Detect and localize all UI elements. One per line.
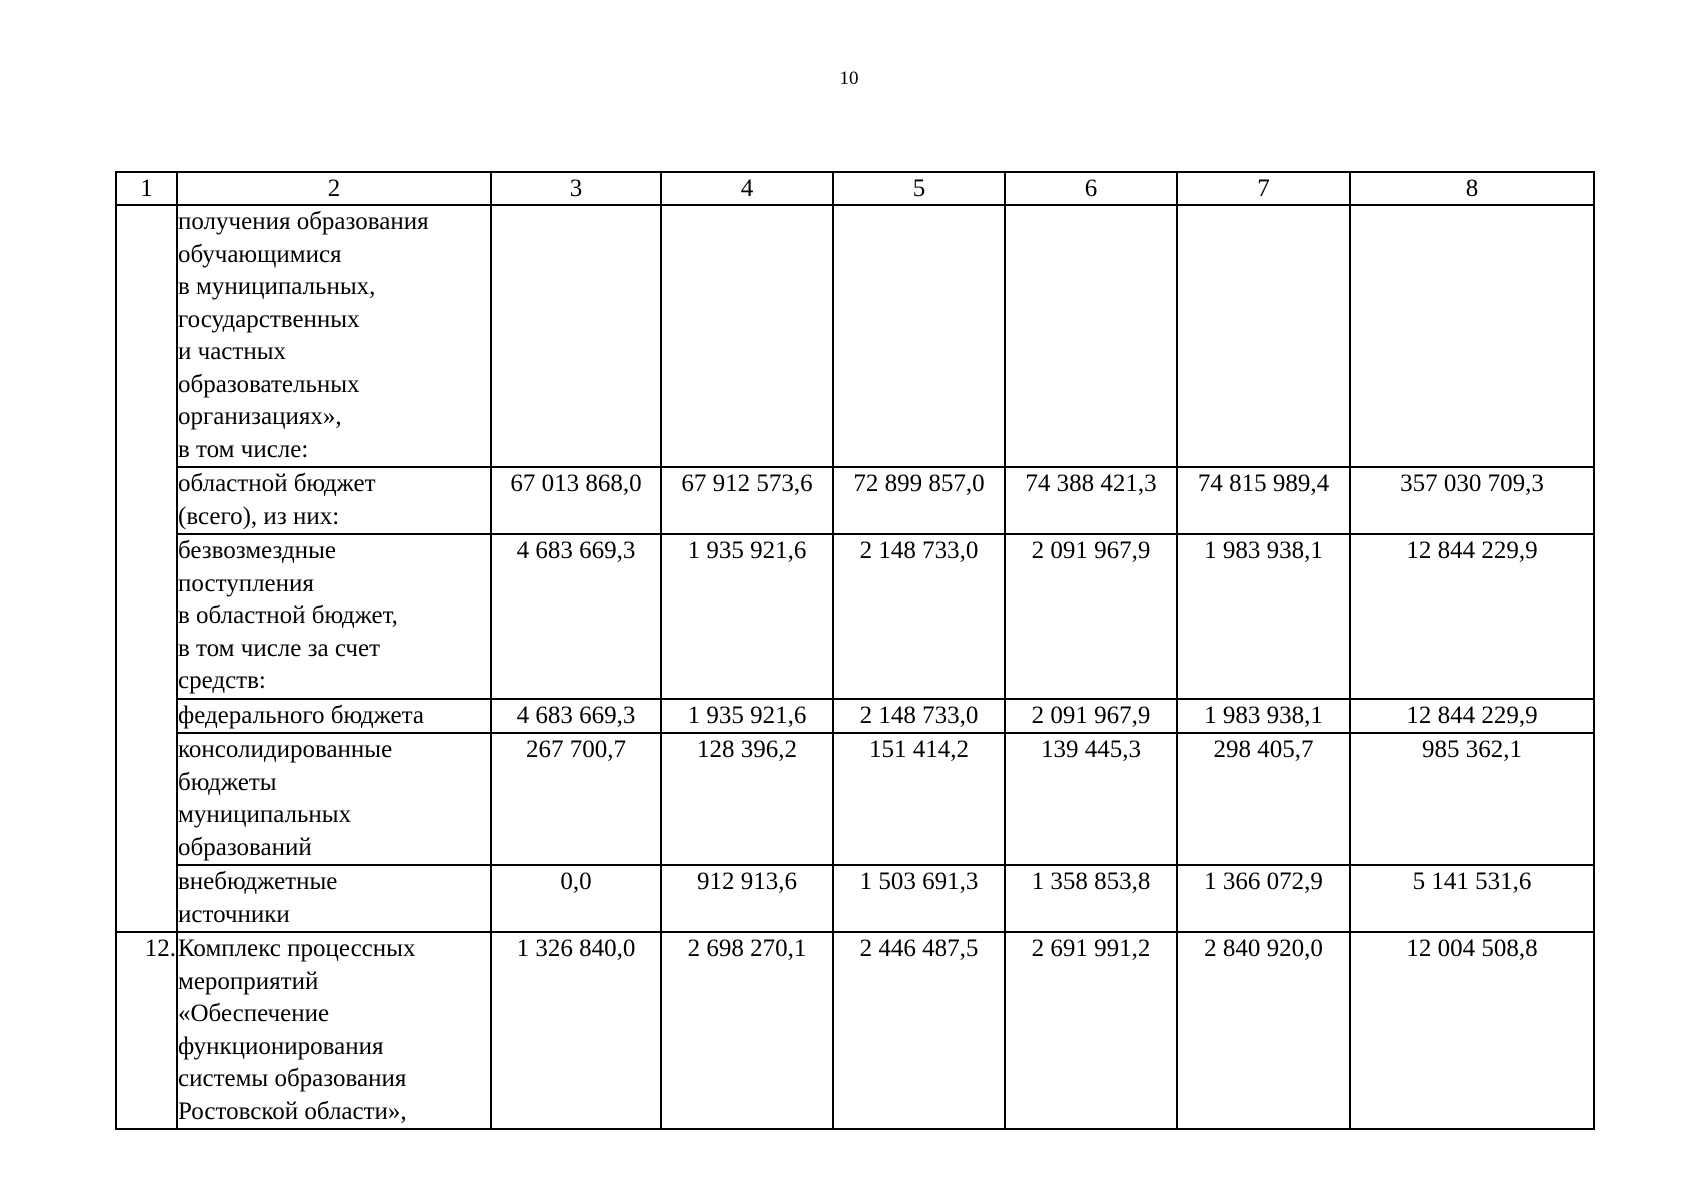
value-cell: 128 396,2 [661,733,833,865]
row-description [177,534,491,699]
value-cell: 4 683 669,3 [491,699,661,734]
value-cell: 1 358 853,8 [1005,865,1177,932]
table-row [116,865,1594,932]
row-description [177,699,491,734]
row-description [177,733,491,865]
description-line: внебюджетные [178,868,338,895]
description-line: бюджеты [178,768,277,796]
table-row [116,733,1594,865]
description-line: консолидированные [178,736,393,763]
value-cell: 5 141 531,6 [1350,865,1594,932]
value-cell: 4 683 669,3 [491,534,661,699]
column-number: 2 [177,172,491,205]
value-cell: 151 414,2 [833,733,1005,865]
value-cell: 2 091 967,9 [1005,699,1177,734]
column-number: 8 [1350,172,1594,205]
value-cell: 2 840 920,0 [1177,932,1350,1129]
value-cell: 74 388 421,3 [1005,467,1177,534]
value-cell: 1 326 840,0 [491,932,661,1129]
table-row [116,205,1594,467]
table-row [116,534,1594,699]
value-cell: 2 446 487,5 [833,932,1005,1129]
description-line: Ростовской области», [178,1097,407,1125]
value-cell: 1 935 921,6 [661,534,833,699]
value-cell: 72 899 857,0 [833,467,1005,534]
description-line: в том числе за счет [178,634,381,662]
description-line: получения образования [178,208,429,235]
description-line: безвозмездные [178,537,336,564]
value-cell [1177,205,1350,467]
value-cell: 985 362,1 [1350,733,1594,865]
value-cell: 12 004 508,8 [1350,932,1594,1129]
value-cell: 1 983 938,1 [1177,534,1350,699]
description-line: муниципальных [178,801,352,828]
description-line: источники [178,900,290,928]
value-cell [491,205,661,467]
description-line: образований [178,833,312,861]
value-cell [833,205,1005,467]
description-line: обучающимися [178,240,342,268]
value-cell [1350,205,1594,467]
description-line: в областной бюджет, [178,602,398,629]
description-line: и частных [178,338,286,365]
table-row [116,932,1594,1129]
column-number: 6 [1005,172,1177,205]
description-line: (всего), из них: [178,502,340,530]
value-cell: 267 700,7 [491,733,661,865]
value-cell: 139 445,3 [1005,733,1177,865]
row-description [177,205,491,467]
value-cell: 2 698 270,1 [661,932,833,1129]
value-cell: 357 030 709,3 [1350,467,1594,534]
description-line: системы образования [178,1065,407,1092]
description-line: «Обеспечение [178,1000,330,1027]
value-cell: 298 405,7 [1177,733,1350,865]
description-line: государственных [178,305,360,333]
column-number: 5 [833,172,1005,205]
column-number: 3 [491,172,661,205]
value-cell: 67 013 868,0 [491,467,661,534]
page-number: 10 [839,68,859,89]
value-cell: 74 815 989,4 [1177,467,1350,534]
column-number-row [116,172,1594,205]
value-cell [1005,205,1177,467]
description-line: мероприятий [178,967,319,995]
value-cell: 67 912 573,6 [661,467,833,534]
row-index-cell: 12. [116,932,177,1129]
value-cell: 0,0 [491,865,661,932]
value-cell: 912 913,6 [661,865,833,932]
value-cell [661,205,833,467]
description-line: областной бюджет [178,470,376,497]
value-cell: 12 844 229,9 [1350,699,1594,734]
row-index-cell [116,205,177,932]
column-number: 1 [116,172,177,205]
value-cell: 2 148 733,0 [833,534,1005,699]
value-cell: 12 844 229,9 [1350,534,1594,699]
description-line: организациях», [178,403,342,430]
value-cell: 2 091 967,9 [1005,534,1177,699]
column-number: 4 [661,172,833,205]
description-line: образовательных [178,370,360,398]
row-description [177,932,491,1129]
column-number: 7 [1177,172,1350,205]
description-line: функционирования [178,1032,384,1060]
table-row [116,467,1594,534]
table-row [116,699,1594,734]
description-line: федерального бюджета [178,701,424,729]
description-line: в муниципальных, [178,273,376,300]
row-description [177,865,491,932]
value-cell: 1 935 921,6 [661,699,833,734]
value-cell: 1 503 691,3 [833,865,1005,932]
value-cell: 1 983 938,1 [1177,699,1350,734]
description-line: средств: [178,667,266,694]
description-line: поступления [178,569,314,597]
description-line: Комплекс процессных [178,935,416,962]
row-description [177,467,491,534]
value-cell: 2 148 733,0 [833,699,1005,734]
budget-table [115,171,1595,1130]
description-line: в том числе: [178,435,309,463]
value-cell: 2 691 991,2 [1005,932,1177,1129]
value-cell: 1 366 072,9 [1177,865,1350,932]
